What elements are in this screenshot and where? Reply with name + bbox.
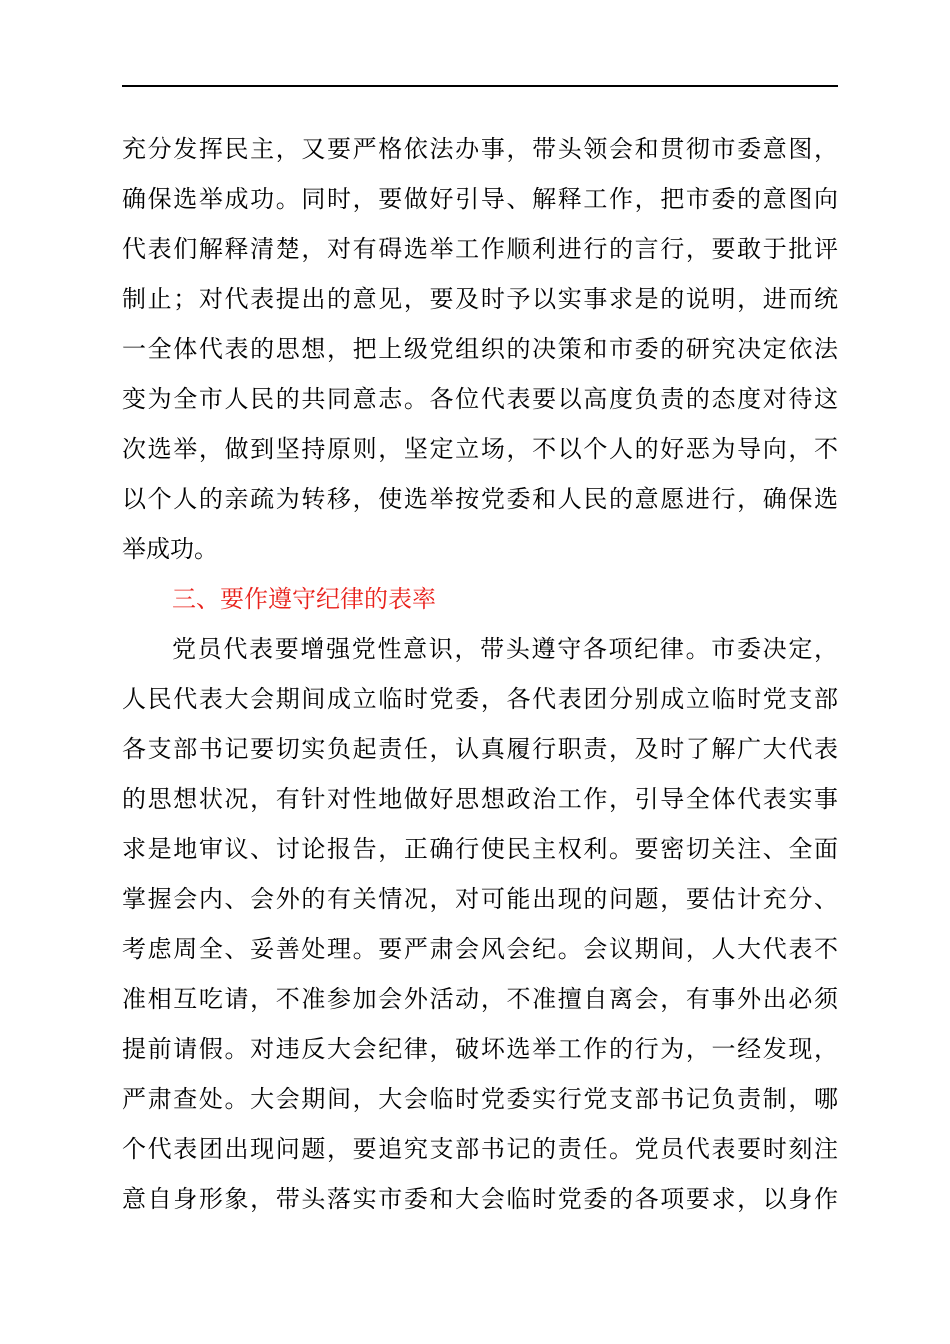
paragraph-line: 人民代表大会期间成立临时党委，各代表团分别成立临时党支部 <box>122 685 838 713</box>
paragraph-line: 掌握会内、会外的有关情况，对可能出现的问题，要估计充分、 <box>122 885 838 913</box>
header-rule <box>122 85 838 87</box>
paragraph-line: 考虑周全、妥善处理。要严肃会风会纪。会议期间，人大代表不 <box>122 935 838 963</box>
paragraph-line: 的思想状况，有针对性地做好思想政治工作，引导全体代表实事 <box>122 785 838 813</box>
paragraph-line: 变为全市人民的共同意志。各位代表要以高度负责的态度对待这 <box>122 385 838 413</box>
paragraph-line: 提前请假。对违反大会纪律，破坏选举工作的行为，一经发现， <box>122 1035 838 1063</box>
section-heading: 三、要作遵守纪律的表率 <box>172 585 436 613</box>
document-body <box>122 124 838 1224</box>
paragraph-line: 确保选举成功。同时，要做好引导、解释工作，把市委的意图向 <box>122 185 838 213</box>
paragraph-line: 一全体代表的思想，把上级党组织的决策和市委的研究决定依法 <box>122 335 838 363</box>
paragraph-line: 举成功。 <box>122 535 218 563</box>
paragraph-line: 意自身形象，带头落实市委和大会临时党委的各项要求，以身作 <box>122 1185 838 1213</box>
paragraph-line: 求是地审议、讨论报告，正确行使民主权利。要密切关注、全面 <box>122 835 838 863</box>
paragraph-line: 党员代表要增强党性意识，带头遵守各项纪律。市委决定， <box>172 635 838 663</box>
paragraph-line: 各支部书记要切实负起责任，认真履行职责，及时了解广大代表 <box>122 735 838 763</box>
paragraph-line: 代表们解释清楚，对有碍选举工作顺利进行的言行，要敢于批评 <box>122 235 838 263</box>
paragraph-line: 次选举，做到坚持原则，坚定立场，不以个人的好恶为导向，不 <box>122 435 838 463</box>
paragraph-line: 以个人的亲疏为转移，使选举按党委和人民的意愿进行，确保选 <box>122 485 838 513</box>
paragraph-line: 准相互吃请，不准参加会外活动，不准擅自离会，有事外出必须 <box>122 985 838 1013</box>
paragraph-line: 严肃查处。大会期间，大会临时党委实行党支部书记负责制，哪 <box>122 1085 838 1113</box>
paragraph-line: 个代表团出现问题，要追究支部书记的责任。党员代表要时刻注 <box>122 1135 838 1163</box>
paragraph-line: 制止；对代表提出的意见，要及时予以实事求是的说明，进而统 <box>122 285 838 313</box>
paragraph-line: 充分发挥民主，又要严格依法办事，带头领会和贯彻市委意图， <box>122 135 838 163</box>
